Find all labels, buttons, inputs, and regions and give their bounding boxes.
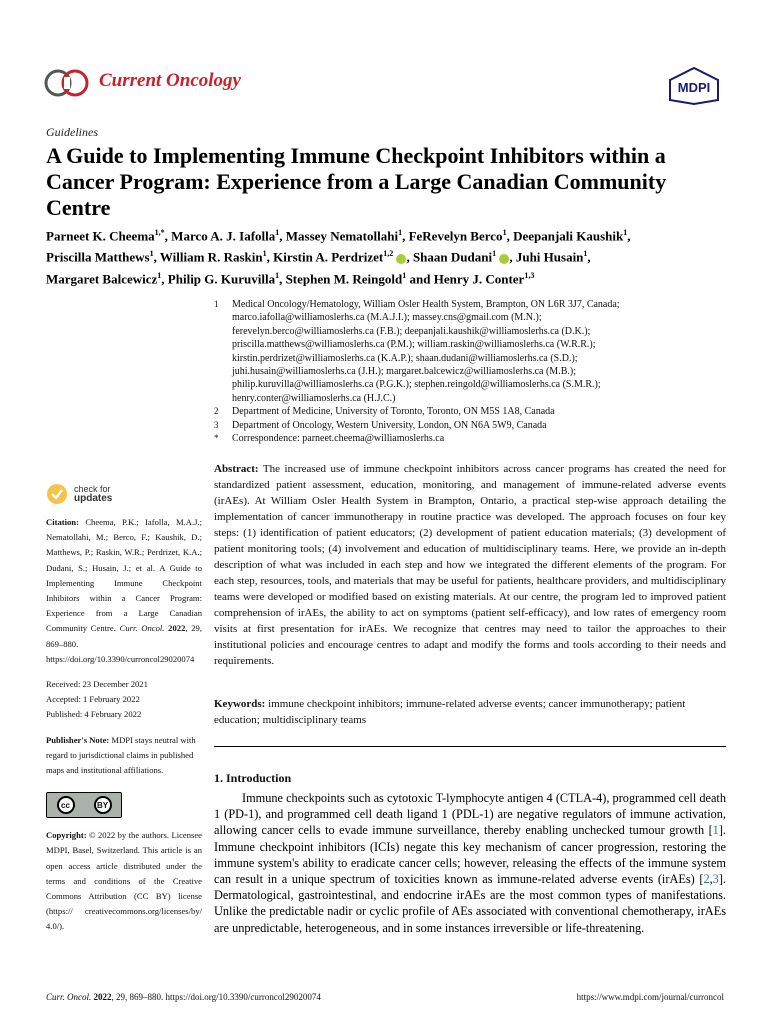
- citation-link-2[interactable]: 2: [703, 872, 710, 887]
- author-affiliation-mark: 1: [623, 228, 628, 237]
- affiliation-mark: 3: [214, 419, 219, 430]
- section-divider: [214, 746, 726, 747]
- citation-journal: Curr. Oncol.: [119, 623, 165, 634]
- author-name: Shaan Dudani: [412, 249, 493, 265]
- citation-link-1[interactable]: 1: [712, 823, 719, 838]
- author-separator: ,: [153, 249, 160, 265]
- author-separator: ,: [406, 249, 413, 265]
- keywords: [214, 696, 726, 728]
- dates-block: [46, 677, 202, 723]
- author-affiliation-mark: 1: [492, 249, 497, 259]
- affiliation-line: Department of Medicine, University of Toronto, Toronto, ON M5S 1A8, Canada: [232, 406, 555, 418]
- citation-block: [46, 515, 202, 667]
- publisher-note-label: Publisher's Note:: [46, 734, 110, 745]
- cc-icon: cc: [57, 796, 75, 814]
- affiliation-line: Correspondence: parneet.cheema@williamoslerhs.ca: [232, 433, 445, 445]
- author-name: Juhi Husain: [515, 249, 584, 265]
- footer-citation: [46, 992, 321, 1002]
- publisher-note: [46, 733, 202, 779]
- author-name: William R. Raskin: [159, 249, 263, 265]
- affiliation-line: philip.kuruvilla@williamoslerhs.ca (P.G.K.); stephen.reingold@williamoslerhs.ca (S.M.R.);: [232, 379, 601, 391]
- author-name: Marco A. J. Iafolla: [171, 228, 276, 244]
- footer-year: 2022: [93, 992, 112, 1002]
- author-name: FeRevelyn Berco: [408, 228, 503, 244]
- author-separator: ,: [279, 228, 286, 244]
- affiliation-line: juhi.husain@williamoslerhs.ca (J.H.); margaret.balcewicz@williamoslerhs.ca (M.B.);: [232, 366, 576, 378]
- author-name: Philip G. Kuruvilla: [167, 270, 276, 286]
- orcid-icon[interactable]: [396, 254, 406, 264]
- author-name: Priscilla Matthews: [46, 249, 150, 265]
- orcid-icon[interactable]: [499, 254, 509, 264]
- affiliation-line: ferevelyn.berco@williamoslerhs.ca (F.B.); deepanjali.kaushik@williamoslerhs.ca (D.K.);: [232, 325, 591, 337]
- copyright-label: Copyright:: [46, 830, 87, 841]
- author-affiliation-mark: 1: [502, 228, 507, 237]
- author-separator: ,: [509, 249, 516, 265]
- cc-by-license-badge[interactable]: [46, 792, 122, 818]
- author-affiliation-mark: 1: [398, 228, 403, 237]
- mdpi-logo-text: MDPI: [677, 80, 711, 95]
- author-separator: ,: [587, 249, 591, 265]
- citation-details: , 29, 869–880. https://doi.org/10.3390/curroncol29020074: [46, 623, 202, 664]
- author-separator: ,: [627, 228, 631, 244]
- keywords-label: Keywords:: [214, 698, 266, 710]
- article-section-label: Guidelines: [46, 125, 98, 139]
- check-for-updates-button[interactable]: [46, 483, 202, 505]
- affiliation-mark: *: [214, 433, 219, 444]
- citation-text: Cheema, P.K.; Iafolla, M.A.J.; Nematollahi, M.; Berco, F.; Kaushik, D.; Matthews, P.; Raskin, W.R.; Perdrizet, K.A.; Dudani, S.; Husain, J.; et al. A Guide to Implementing Immune Checkpoint Inhibitors within a Cancer Program: Experience from a Large Canadian Community Centre.: [46, 517, 202, 634]
- author-affiliation-mark: 1,3: [524, 270, 535, 280]
- accepted-date: Accepted: 1 February 2022: [46, 694, 140, 705]
- author-separator: ,: [279, 270, 286, 286]
- footer-journal: Curr. Oncol.: [46, 992, 92, 1002]
- citation-year: 2022: [168, 623, 186, 634]
- author-separator: ,: [402, 228, 409, 244]
- author-affiliation-mark: 1: [275, 228, 280, 237]
- author-affiliation-mark: 1: [149, 249, 154, 259]
- article-title: A Guide to Implementing Immune Checkpoint Inhibitors within a Cancer Program: Experience from a Large Canadian Community Centre: [46, 143, 667, 220]
- copyright-block: [46, 828, 202, 934]
- by-icon: BY: [94, 796, 112, 814]
- author-separator: ,: [266, 249, 274, 265]
- check-for-label: check for: [74, 484, 111, 494]
- introduction-heading: 1. Introduction: [214, 771, 292, 785]
- author-name: Kirstin A. Perdrizet: [273, 249, 384, 265]
- affiliation-mark: 1: [214, 299, 219, 309]
- author-name: Stephen M. Reingold: [285, 270, 403, 286]
- author-name: Massey Nematollahi: [285, 228, 399, 244]
- publisher-note-text: MDPI stays neutral with regard to jurisdictional claims in published maps and institutional affiliations.: [46, 734, 196, 776]
- affiliation-line: priscilla.matthews@williamoslerhs.ca (P.M.); william.raskin@williamoslerhs.ca (W.R.R.);: [232, 339, 596, 351]
- affiliation-item: [214, 419, 724, 432]
- introduction-paragraph: Immune checkpoints such as cytotoxic T-lymphocyte antigen 4 (CTLA-4), programmed cell death 1 (PD-1), and programmed cell death ligand 1 (PDL-1) are negative regulators of immune activation, allowing cancer cells to evade immune surveillance, thereby enabling unchecked tumour growth [1]. Immune checkpoint inhibitors (ICIs) negate this key mechanism of cancer progression, restoring the immune system's ability to eradicate cancer cells; however, releasing the effects of the immune system can result in a unique spectrum of toxicities known as immune-related adverse events (irAEs) [2,3]. Dermatological, gastrointestinal, and endocrine irAEs are the most common types of manifestations. Unlike the predictable nadir or cyclic profile of AEs associated with conventional chemotherapy, irAEs are unpredictable, heterogeneous, and in some instances irreversible or life-threatening.: [214, 791, 726, 935]
- affiliation-mark: 2: [214, 406, 219, 417]
- abstract: [214, 461, 726, 669]
- affiliation-line: marco.iafolla@williamoslerhs.ca (M.A.J.I.); massey.cns@gmail.com (M.N.);: [232, 312, 542, 324]
- author-affiliation-mark: 1,*: [154, 228, 165, 237]
- published-date: Published: 4 February 2022: [46, 709, 142, 720]
- affiliations: [214, 298, 724, 445]
- author-affiliation-mark: 1: [583, 249, 588, 259]
- affiliation-line: Department of Oncology, Western University, London, ON N6A 5W9, Canada: [232, 419, 547, 431]
- affiliation-line: kirstin.perdrizet@williamoslerhs.ca (K.A.P.); shaan.dudani@williamoslerhs.ca (S.D.);: [232, 352, 578, 364]
- journal-url-link[interactable]: https://www.mdpi.com/journal/curroncol: [576, 992, 724, 1002]
- author-separator: and: [406, 270, 434, 286]
- abstract-text: The increased use of immune checkpoint inhibitors across cancer programs has created the need for standardized patient assessment, education, monitoring, and management of immune-related adverse events (irAEs). At William Osler Health System in Brampton, Ontario, a practical step-wise approach detailing the implementation of cancer immunotherapy in routine practice was developed. The approach focuses on four key steps: (1) identification of patient educators; (2) development of patient education materials; (3) development of patient monitoring tools; (4) involvement and education of multidisciplinary teams. Here, we provide an in-depth description of what was included in each step and how we integrated the different elements of the program. For each step, resources, tools, and materials that may be useful for patients, healthcare providers, and multidisciplinary teams were developed or modified based on existing materials. At our centre, the program led to improved patient comprehension of irAEs, the ability to act on symptoms (patient self-efficacy), and low rates of emergency room visits at first presentation for irAEs. We recognize that centres may need to tailor the approaches to their institutional policies and encourage centres to adapt and modify the forms and tools according to their needs and requirements.: [214, 463, 726, 667]
- affiliation-line: henry.conter@williamoslerhs.ca (H.J.C.): [232, 392, 396, 404]
- author-name: Henry J. Conter: [433, 270, 525, 286]
- affiliation-item: [214, 432, 724, 445]
- citation-link-3[interactable]: 3: [712, 872, 719, 887]
- keywords-text: immune checkpoint inhibitors; immune-related adverse events; cancer immunotherapy; patient education; multidisciplinary teams: [214, 698, 686, 726]
- author-affiliation-mark: 1: [262, 249, 267, 259]
- author-affiliation-mark: 1: [402, 270, 407, 280]
- footer-details: , 29, 869–880. https://doi.org/10.3390/curroncol29020074: [111, 992, 321, 1002]
- affiliation-item: [214, 298, 724, 405]
- received-date: Received: 23 December 2021: [46, 679, 148, 690]
- article-sidebar: [46, 483, 202, 935]
- journal-logo-icon: [44, 67, 90, 99]
- author-list: [46, 224, 736, 288]
- author-name: Margaret Balcewicz: [46, 270, 158, 286]
- author-separator: ,: [161, 270, 168, 286]
- copyright-text: © 2022 by the authors. Licensee MDPI, Basel, Switzerland. This article is an open access article distributed under the terms and conditions of the Creative Commons Attribution (CC BY) license (https:// creativecommons.org/licenses/by/ 4.0/).: [46, 830, 202, 932]
- check-updates-icon: [46, 483, 68, 505]
- author-affiliation-mark: 1,2: [383, 249, 394, 259]
- updates-label: updates: [74, 493, 113, 504]
- author-separator: ,: [506, 228, 514, 244]
- author-affiliation-mark: 1: [157, 270, 162, 280]
- mdpi-logo-icon: [666, 66, 722, 106]
- citation-label: Citation:: [46, 517, 79, 527]
- journal-name: Current Oncology: [99, 70, 241, 91]
- author-affiliation-mark: 1: [275, 270, 280, 280]
- affiliation-line: Medical Oncology/Hematology, William Osler Health System, Brampton, ON L6R 3J7, Canada;: [232, 299, 620, 310]
- author-name: Parneet K. Cheema: [46, 228, 155, 244]
- affiliation-item: [214, 405, 724, 418]
- author-separator: ,: [164, 228, 172, 244]
- abstract-label: Abstract:: [214, 463, 259, 475]
- author-name: Deepanjali Kaushik: [513, 228, 624, 244]
